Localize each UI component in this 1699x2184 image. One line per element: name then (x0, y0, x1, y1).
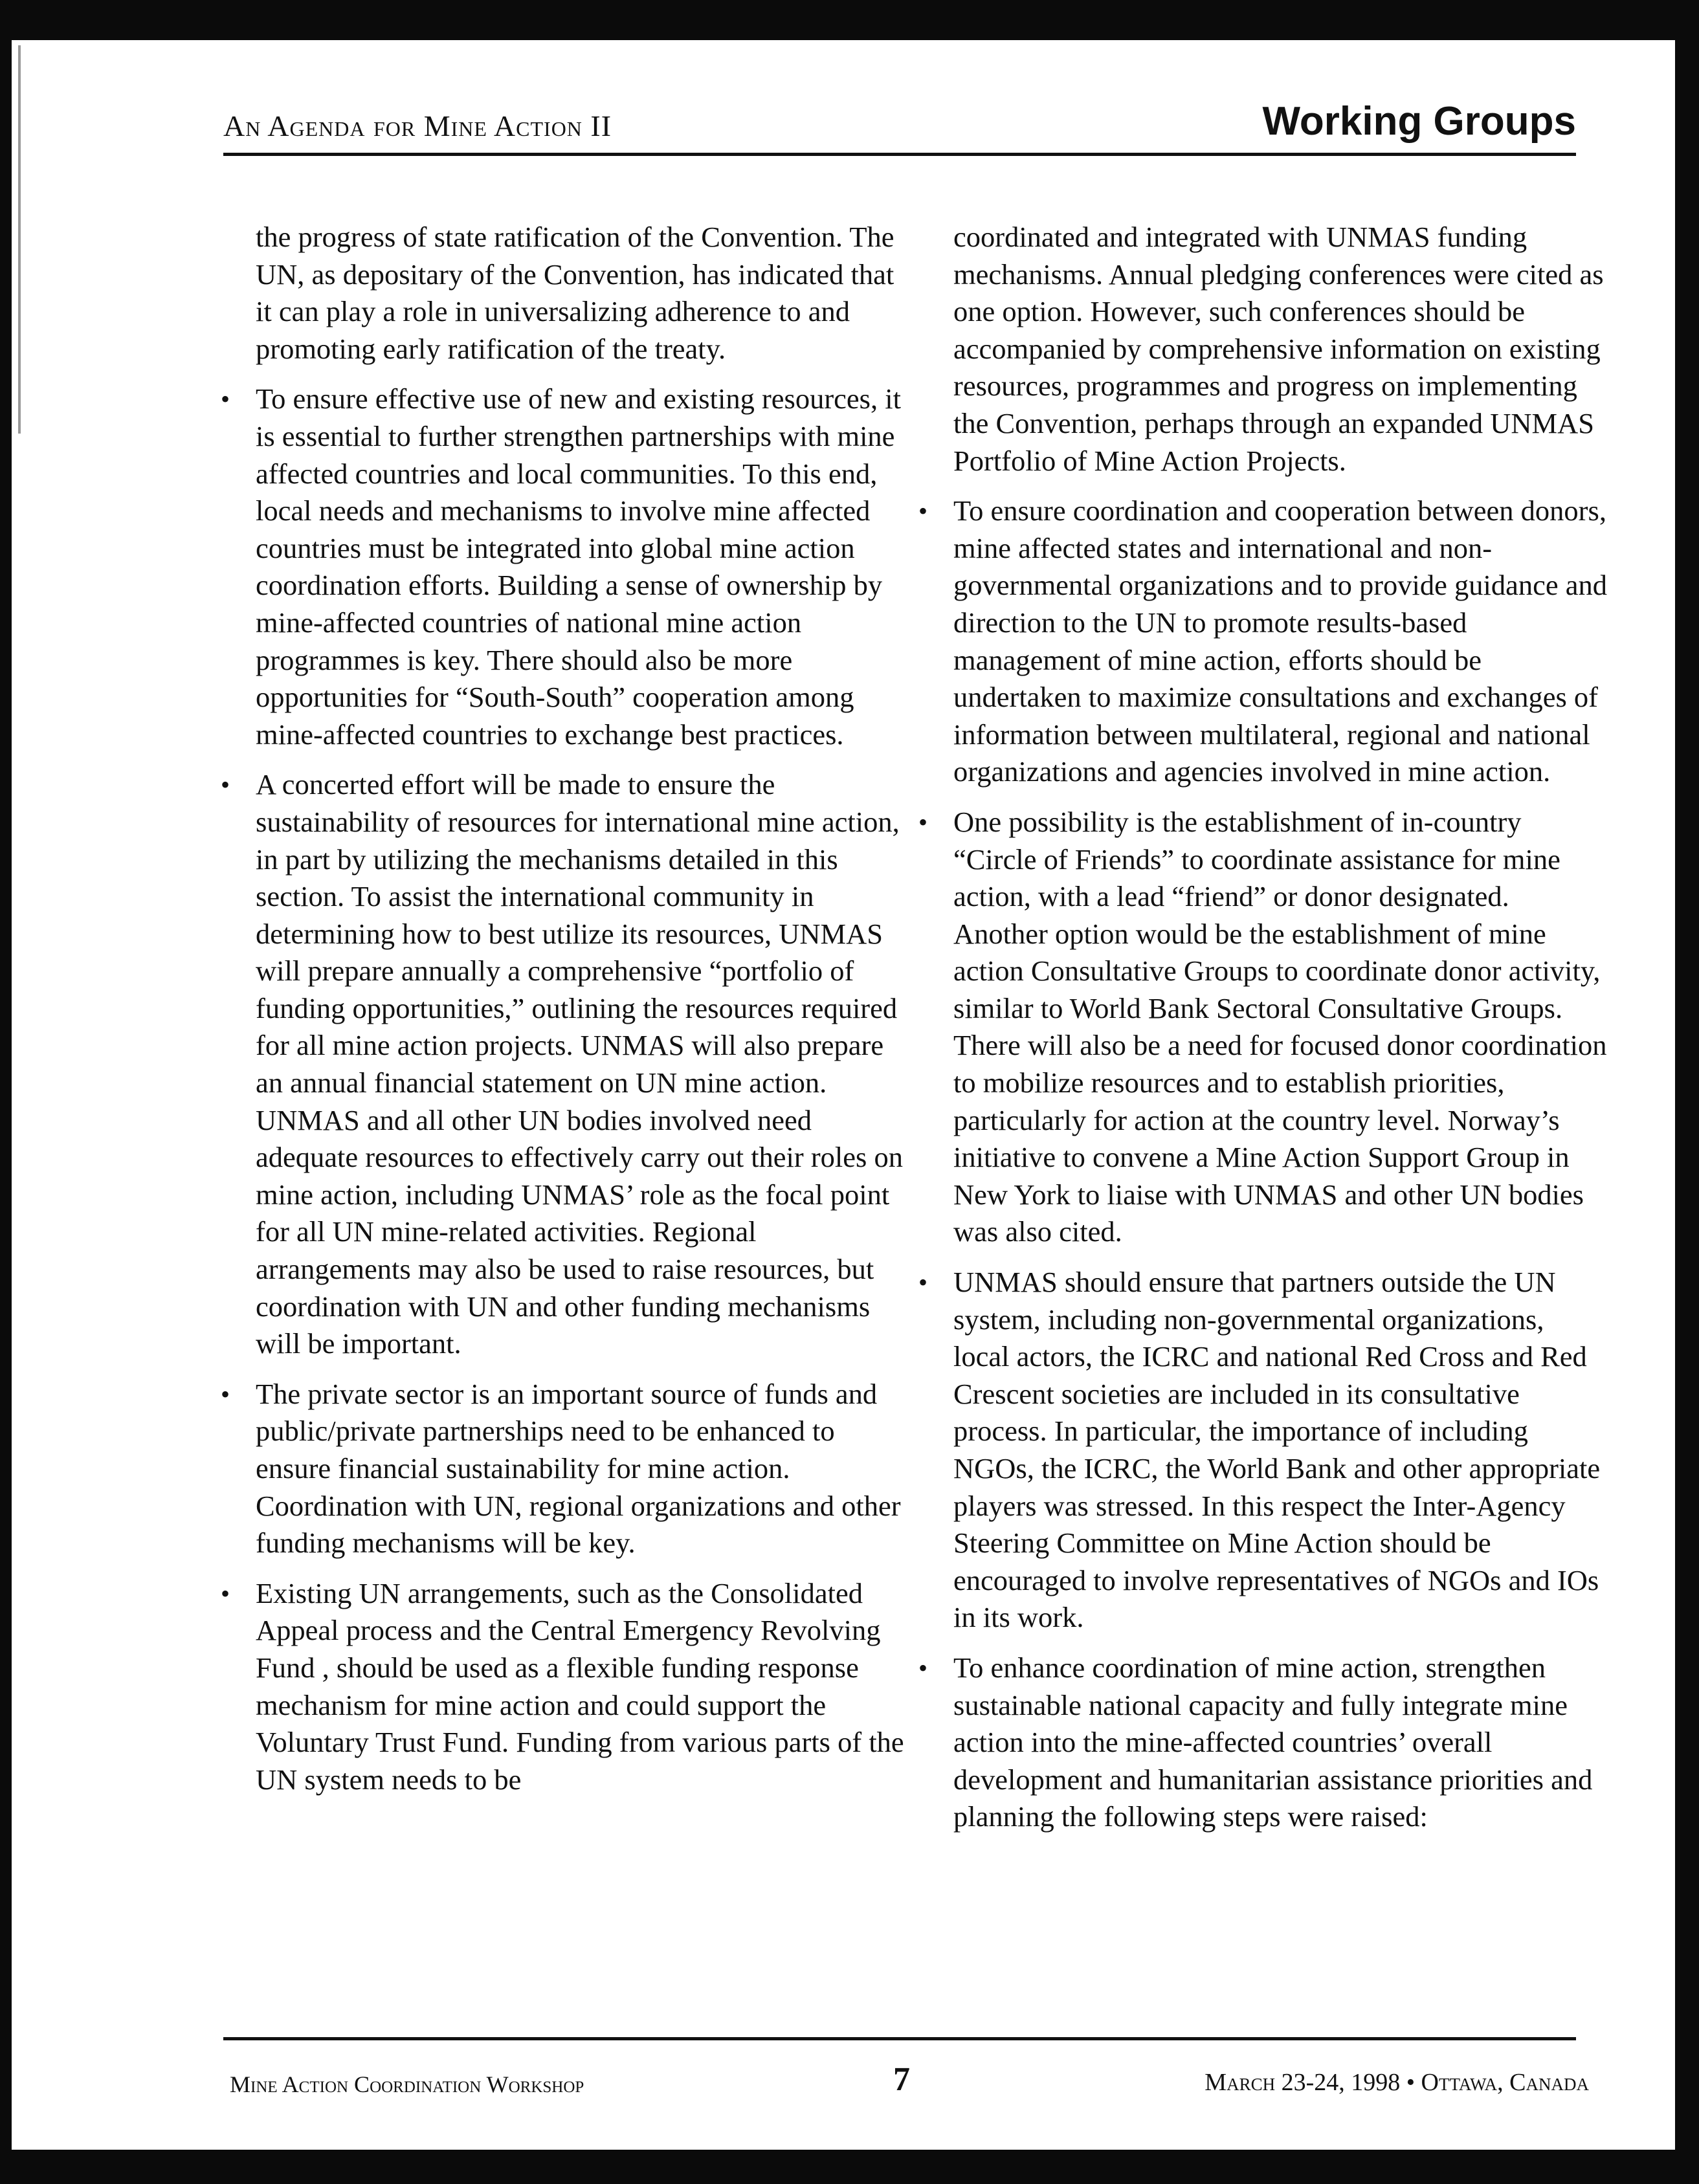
scan-edge-mark (18, 45, 21, 434)
footer-workshop-name: Mine Action Coordination Workshop (230, 2071, 584, 2097)
running-title: An Agenda for Mine Action II (223, 109, 612, 142)
footer-date-location: March 23-24, 1998 • Ottawa, Canada (1205, 2069, 1589, 2096)
right-bullet-list (953, 492, 1607, 1836)
scan-border-bottom (0, 2150, 1699, 2184)
section-title: Working Groups (1262, 99, 1576, 144)
left-column (256, 219, 909, 1798)
right-column (953, 219, 1607, 1836)
list-item: • To ensure coordination and cooperation between donors, mine affected states and international and non-governmental organizations and to provide guidance and direction to the UN to promote results-based management of mine action, efforts should be undertaken to maximize consultations and exchanges of information between multilateral, regional and national organizations and agencies involved in mine action. (953, 492, 1607, 791)
list-item: • To ensure effective use of new and existing resources, it is essential to further strengthen partnerships with mine affected countries and local communities. To this end, local needs and mechanisms to involve mine affected countries must be integrated into global mine action coordination efforts. Building a sense of ownership by mine-affected countries of national mine action programmes is key. There should also be more opportunities for “South-South” cooperation among mine-affected countries to exchange best practices. (256, 381, 909, 753)
header-rule (223, 153, 1576, 156)
list-item: • UNMAS should ensure that partners outside the UN system, including non-governmental organizations, local actors, the ICRC and national Red Cross and Red Crescent societies are included in its consultative process. In particular, the importance of including NGOs, the ICRC, the World Bank and other appropriate players was stressed. In this respect the Inter-Agency Steering Committee on Mine Action should be encouraged to involve representatives of NGOs and IOs in its work. (953, 1264, 1607, 1637)
footer-rule (223, 2037, 1576, 2040)
list-item: • Existing UN arrangements, such as the Consolidated Appeal process and the Central Emergency Revolving Fund , should be used as a flexible funding response mechanism for mine action and could support the Voluntary Trust Fund. Funding from various parts of the UN system needs to be (256, 1575, 909, 1799)
list-item: • A concerted effort will be made to ensure the sustainability of resources for international mine action, in part by utilizing the mechanisms detailed in this section. To assist the international community in determining how to best utilize its resources, UNMAS will prepare annually a comprehensive “portfolio of funding opportunities,” outlining the resources required for all mine action projects. UNMAS will also prepare an annual financial statement on UN mine action. UNMAS and all other UN bodies involved need adequate resources to effectively carry out their roles on mine action, including UNMAS’ role as the focal point for all UN mine-related activities. Regional arrangements may also be used to raise resources, but coordination with UN and other funding mechanisms will be important. (256, 766, 909, 1363)
scan-border-left (0, 0, 12, 2184)
right-lead-paragraph: coordinated and integrated with UNMAS funding mechanisms. Annual pledging conferences were cited as one option. However, such conferences should be accompanied by comprehensive information on existing resources, programmes and progress on implementing the Convention, perhaps through an expanded UNMAS Portfolio of Mine Action Projects. (953, 221, 1604, 477)
scan-border-top (0, 0, 1699, 40)
list-item: • To enhance coordination of mine action, strengthen sustainable national capacity and fully integrate mine action into the mine-affected countries’ overall development and humanitarian assistance priorities and planning the following steps were raised: (953, 1649, 1607, 1836)
left-lead-paragraph: the progress of state ratification of the Convention. The UN, as depositary of the Convention, has indicated that it can play a role in universalizing adherence to and promoting early ratification of the treaty. (256, 221, 894, 365)
list-item: • The private sector is an important source of funds and public/private partnerships need to be enhanced to ensure financial sustainability for mine action. Coordination with UN, regional organizations and other funding mechanisms will be key. (256, 1376, 909, 1562)
page-number: 7 (893, 2061, 910, 2098)
left-bullet-list (256, 381, 909, 1798)
list-item: • One possibility is the establishment of in-country “Circle of Friends” to coordinate assistance for mine action, with a lead “friend” or donor designated. Another option would be the establishment of mine action Consultative Groups to coordinate donor activity, similar to World Bank Sectoral Consultative Groups. There will also be a need for focused donor coordination to mobilize resources and to establish priorities, particularly for action at the country level. Norway’s initiative to convene a Mine Action Support Group in New York to liaise with UNMAS and other UN bodies was also cited. (953, 804, 1607, 1251)
scan-border-right (1675, 0, 1699, 2184)
